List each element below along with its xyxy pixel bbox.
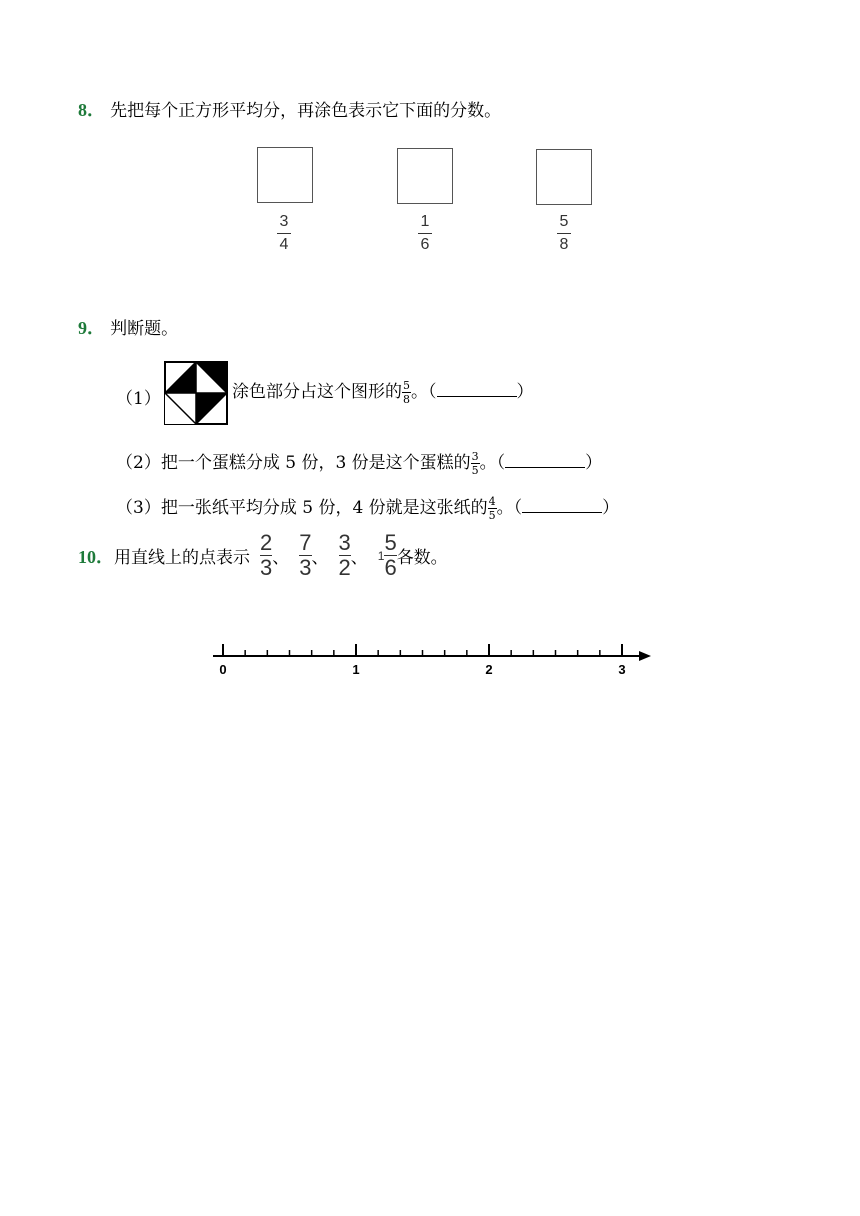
tick-label: 0 (219, 662, 227, 677)
fraction-3-2 (339, 532, 351, 579)
numerator: 1 (420, 213, 430, 230)
item-text: 涂色部分占这个图形的 (232, 382, 402, 402)
fraction-7-3 (299, 532, 311, 579)
denominator: 6 (384, 555, 397, 580)
item-text: 把一个蛋糕分成 5 份，3 份是这个蛋糕的 (160, 453, 471, 473)
q9-item-1 (232, 377, 534, 405)
numerator: 3 (338, 530, 351, 555)
item-text: 把一张纸平均分成 5 份，4 份就是这张纸的 (160, 498, 488, 518)
fraction (488, 496, 497, 521)
blank-square[interactable] (536, 149, 592, 205)
question-10-header (78, 532, 448, 579)
denominator: 5 (488, 509, 496, 522)
answer-blank[interactable] (505, 453, 585, 468)
question-tail: 各数。 (396, 548, 448, 568)
denominator: 2 (338, 555, 351, 580)
question-9-header (78, 314, 178, 340)
fraction-2-3 (260, 532, 272, 579)
denominator: 3 (299, 555, 312, 580)
square-2[interactable] (397, 148, 453, 204)
number-line-svg[interactable] (205, 636, 660, 686)
denominator: 5 (471, 464, 479, 477)
q9-item-3 (116, 493, 619, 521)
question-text: 用直线上的点表示 (114, 548, 250, 568)
numerator: 7 (299, 530, 312, 555)
square-1[interactable] (257, 147, 313, 203)
q9-item-2 (116, 448, 602, 476)
arrow-head-icon (639, 651, 651, 661)
numerator: 3 (471, 450, 479, 463)
square-1-fraction (277, 213, 291, 254)
shaded-square-figure (164, 361, 228, 425)
item-close: ） (516, 382, 534, 402)
item-close: ） (602, 498, 620, 518)
shaded-figure (164, 361, 228, 429)
denominator: 8 (403, 393, 410, 406)
item-close: ） (585, 453, 603, 473)
numerator: 5 (559, 213, 569, 230)
numerator: 4 (488, 495, 496, 508)
answer-blank[interactable] (522, 498, 602, 513)
denominator: 8 (559, 236, 569, 253)
question-number: 10． (78, 546, 114, 567)
blank-square[interactable] (257, 147, 313, 203)
item-label: （3） (116, 498, 161, 518)
question-text: 判断题。 (110, 319, 179, 339)
item-end: 。（ (479, 453, 506, 473)
question-number: 9． (78, 318, 105, 338)
denominator: 3 (260, 555, 273, 580)
square-3[interactable] (536, 149, 592, 205)
mixed-whole: 1 (377, 548, 385, 563)
fraction (471, 451, 480, 476)
question-number: 8． (78, 100, 105, 120)
question-8-header (78, 96, 501, 122)
numerator: 2 (260, 530, 273, 555)
answer-blank[interactable] (437, 382, 517, 397)
number-line[interactable] (205, 636, 660, 690)
numerator: 5 (384, 530, 397, 555)
fraction-bar (277, 233, 291, 234)
fraction (402, 380, 411, 405)
item-label: （2） (116, 453, 161, 473)
question-text: 先把每个正方形平均分，再涂色表示它下面的分数。 (110, 101, 502, 121)
numerator: 5 (403, 379, 410, 392)
item-end: 。（ (411, 382, 437, 402)
fraction-bar (557, 233, 571, 234)
blank-square[interactable] (397, 148, 453, 204)
separator: 、 (311, 548, 329, 568)
numerator: 3 (279, 213, 289, 230)
tick-label: 2 (485, 662, 493, 677)
q9-item-1-label: （1） (116, 389, 161, 409)
separator: 、 (272, 548, 290, 568)
tick-label: 1 (352, 662, 360, 677)
separator: 、 (350, 548, 368, 568)
mixed-fraction (384, 532, 396, 579)
denominator: 4 (279, 236, 289, 253)
square-3-fraction (557, 213, 571, 254)
fraction-bar (418, 233, 432, 234)
square-2-fraction (418, 213, 432, 254)
denominator: 6 (420, 236, 430, 253)
item-end: 。（ (496, 498, 523, 518)
tick-label: 3 (618, 662, 626, 677)
